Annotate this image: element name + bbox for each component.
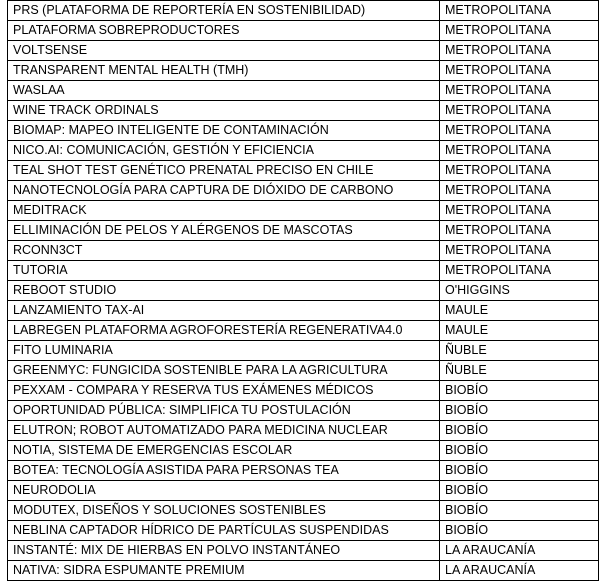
project-name-cell: NANOTECNOLOGÍA PARA CAPTURA DE DIÓXIDO DE CARBONO <box>8 181 440 201</box>
table-row <box>8 461 599 481</box>
project-name-cell: PEXXAM - COMPARA Y RESERVA TUS EXÁMENES MÉDICOS <box>8 381 440 401</box>
projects-table-container <box>7 0 599 581</box>
table-row <box>8 141 599 161</box>
project-name-cell: BIOMAP: MAPEO INTELIGENTE DE CONTAMINACIÓN <box>8 121 440 141</box>
table-row <box>8 561 599 581</box>
region-cell: METROPOLITANA <box>440 141 599 161</box>
projects-table-body <box>8 1 599 581</box>
table-row <box>8 481 599 501</box>
table-row <box>8 321 599 341</box>
project-name-cell: NOTIA, SISTEMA DE EMERGENCIAS ESCOLAR <box>8 441 440 461</box>
table-row <box>8 361 599 381</box>
table-row <box>8 341 599 361</box>
project-name-cell: LANZAMIENTO TAX-AI <box>8 301 440 321</box>
table-row <box>8 161 599 181</box>
project-name-cell: FITO LUMINARIA <box>8 341 440 361</box>
region-cell: O'HIGGINS <box>440 281 599 301</box>
region-cell: MAULE <box>440 301 599 321</box>
region-cell: METROPOLITANA <box>440 61 599 81</box>
table-row <box>8 441 599 461</box>
region-cell: METROPOLITANA <box>440 201 599 221</box>
region-cell: BIOBÍO <box>440 501 599 521</box>
project-name-cell: PLATAFORMA SOBREPRODUCTORES <box>8 21 440 41</box>
region-cell: BIOBÍO <box>440 521 599 541</box>
project-name-cell: MEDITRACK <box>8 201 440 221</box>
table-row <box>8 121 599 141</box>
project-name-cell: PRS (PLATAFORMA DE REPORTERÍA EN SOSTENIBILIDAD) <box>8 1 440 21</box>
project-name-cell: NATIVA: SIDRA ESPUMANTE PREMIUM <box>8 561 440 581</box>
region-cell: METROPOLITANA <box>440 181 599 201</box>
project-name-cell: VOLTSENSE <box>8 41 440 61</box>
region-cell: BIOBÍO <box>440 461 599 481</box>
project-name-cell: TRANSPARENT MENTAL HEALTH (TMH) <box>8 61 440 81</box>
region-cell: METROPOLITANA <box>440 1 599 21</box>
project-name-cell: ELUTRON; ROBOT AUTOMATIZADO PARA MEDICINA NUCLEAR <box>8 421 440 441</box>
table-row <box>8 541 599 561</box>
table-row <box>8 181 599 201</box>
table-row <box>8 501 599 521</box>
region-cell: LA ARAUCANÍA <box>440 561 599 581</box>
region-cell: BIOBÍO <box>440 421 599 441</box>
region-cell: ÑUBLE <box>440 341 599 361</box>
table-row <box>8 41 599 61</box>
project-name-cell: ELLIMINACIÓN DE PELOS Y ALÉRGENOS DE MASCOTAS <box>8 221 440 241</box>
table-row <box>8 1 599 21</box>
table-row <box>8 61 599 81</box>
table-row <box>8 261 599 281</box>
project-name-cell: BOTEA: TECNOLOGÍA ASISTIDA PARA PERSONAS TEA <box>8 461 440 481</box>
table-row <box>8 221 599 241</box>
table-row <box>8 21 599 41</box>
project-name-cell: GREENMYC: FUNGICIDA SOSTENIBLE PARA LA AGRICULTURA <box>8 361 440 381</box>
region-cell: ÑUBLE <box>440 361 599 381</box>
project-name-cell: LABREGEN PLATAFORMA AGROFORESTERÍA REGENERATIVA4.0 <box>8 321 440 341</box>
project-name-cell: TEAL SHOT TEST GENÉTICO PRENATAL PRECISO EN CHILE <box>8 161 440 181</box>
region-cell: BIOBÍO <box>440 381 599 401</box>
table-row <box>8 241 599 261</box>
table-row <box>8 81 599 101</box>
table-row <box>8 301 599 321</box>
project-name-cell: RCONN3CT <box>8 241 440 261</box>
project-name-cell: NEURODOLIA <box>8 481 440 501</box>
table-row <box>8 101 599 121</box>
region-cell: METROPOLITANA <box>440 101 599 121</box>
table-row <box>8 381 599 401</box>
table-row <box>8 521 599 541</box>
region-cell: BIOBÍO <box>440 481 599 501</box>
region-cell: METROPOLITANA <box>440 221 599 241</box>
table-row <box>8 201 599 221</box>
region-cell: METROPOLITANA <box>440 261 599 281</box>
project-name-cell: MODUTEX, DISEÑOS Y SOLUCIONES SOSTENIBLES <box>8 501 440 521</box>
project-name-cell: OPORTUNIDAD PÚBLICA: SIMPLIFICA TU POSTULACIÓN <box>8 401 440 421</box>
region-cell: METROPOLITANA <box>440 121 599 141</box>
project-name-cell: INSTANTÉ: MIX DE HIERBAS EN POLVO INSTANTÁNEO <box>8 541 440 561</box>
project-name-cell: TUTORIA <box>8 261 440 281</box>
projects-table <box>7 0 599 581</box>
project-name-cell: WINE TRACK ORDINALS <box>8 101 440 121</box>
table-row <box>8 401 599 421</box>
region-cell: BIOBÍO <box>440 401 599 421</box>
region-cell: METROPOLITANA <box>440 21 599 41</box>
region-cell: METROPOLITANA <box>440 41 599 61</box>
region-cell: BIOBÍO <box>440 441 599 461</box>
region-cell: METROPOLITANA <box>440 81 599 101</box>
project-name-cell: REBOOT STUDIO <box>8 281 440 301</box>
project-name-cell: WASLAA <box>8 81 440 101</box>
region-cell: METROPOLITANA <box>440 161 599 181</box>
table-row <box>8 421 599 441</box>
table-row <box>8 281 599 301</box>
project-name-cell: NICO.AI: COMUNICACIÓN, GESTIÓN Y EFICIENCIA <box>8 141 440 161</box>
project-name-cell: NEBLINA CAPTADOR HÍDRICO DE PARTÍCULAS SUSPENDIDAS <box>8 521 440 541</box>
region-cell: MAULE <box>440 321 599 341</box>
region-cell: METROPOLITANA <box>440 241 599 261</box>
region-cell: LA ARAUCANÍA <box>440 541 599 561</box>
